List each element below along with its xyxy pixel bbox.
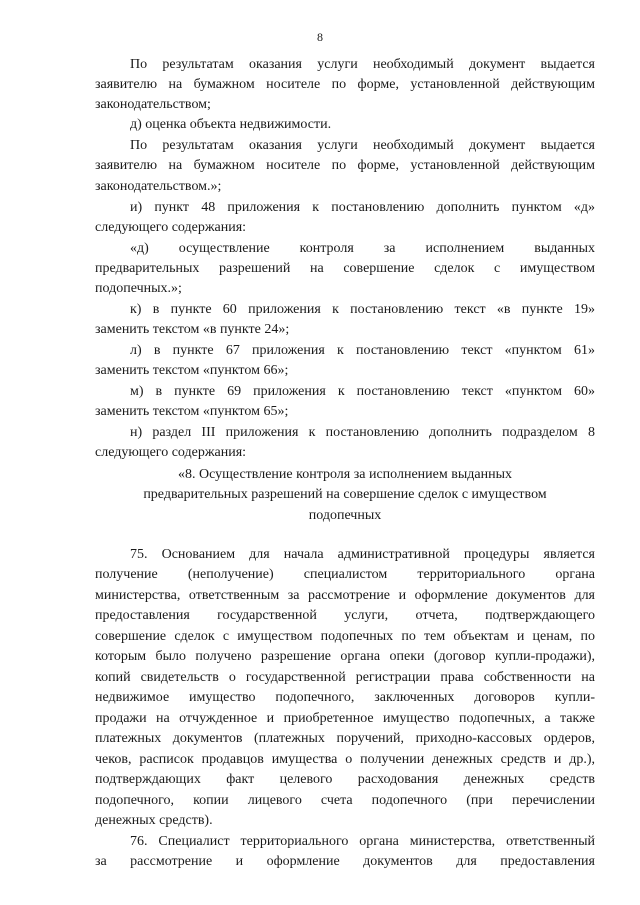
text-line: предварительных разрешений на совершение сделок с имуществом <box>95 261 595 276</box>
text-line: По результатам оказания услуги необходимый документ выдается <box>130 57 595 72</box>
text-line: л) в пункте 67 приложения к постановлению текст «пунктом 61» <box>130 343 595 358</box>
text-line: законодательством.»; <box>95 179 222 194</box>
text-line: н) раздел III приложения к постановлению дополнить подразделом 8 <box>130 425 595 440</box>
text-line: следующего содержания: <box>95 220 247 235</box>
text-line: недвижимое имущество подопечного, заключенных договоров купли- <box>95 690 595 705</box>
text-line: получение (неполучение) специалистом территориального органа <box>95 567 595 582</box>
text-line: заменить текстом «в пункте 24»; <box>95 322 290 337</box>
text-line: 76. Специалист территориального органа министерства, ответственный <box>130 834 595 849</box>
text-line: заявителю на бумажном носителе по форме, установленной действующим <box>95 158 595 173</box>
text-line: заявителю на бумажном носителе по форме, установленной действующим <box>95 77 595 92</box>
text-line: предоставления государственной услуги, отчета, подтверждающего <box>95 608 595 623</box>
section-heading-line: предварительных разрешений на совершение сделок с имуществом <box>143 487 547 502</box>
text-line: д) оценка объекта недвижимости. <box>130 117 332 132</box>
text-line: заменить текстом «пунктом 66»; <box>95 363 289 378</box>
text-line: «д) осуществление контроля за исполнением выданных <box>130 241 595 256</box>
page-number: 8 <box>317 30 323 44</box>
section-heading-line: «8. Осуществление контроля за исполнением выданных <box>177 467 512 482</box>
text-line: денежных средств). <box>95 813 213 828</box>
text-line: чеков, расписок продавцов имущества о получении денежных средств и др.), <box>95 752 595 767</box>
text-line: к) в пункте 60 приложения к постановлению текст «в пункте 19» <box>130 302 595 317</box>
text-line: за рассмотрение и оформление документов для предоставления <box>95 854 595 869</box>
text-line: платежных документов (платежных поручений, приходно-кассовых ордеров, <box>95 731 595 746</box>
text-line: и) пункт 48 приложения к постановлению дополнить пунктом «д» <box>130 200 595 215</box>
text-line: совершение сделок с имуществом подопечных по тем объектам и ценам, по <box>95 629 595 644</box>
text-line: 75. Основанием для начала административной процедуры является <box>130 547 595 562</box>
text-line: законодательством; <box>95 97 211 112</box>
text-line: копий свидетельств о государственной регистрации права собственности на <box>95 670 595 685</box>
section-heading-line: подопечных <box>308 508 382 523</box>
text-line: заменить текстом «пунктом 65»; <box>95 404 289 419</box>
text-line: подопечного, копии лицевого счета подопечного (при перечислении <box>95 793 595 808</box>
text-line: подопечных.»; <box>95 281 182 296</box>
text-line: продажи на отчужденное и приобретенное имущество подопечных, а также <box>95 711 595 726</box>
text-line: которым было получено разрешение органа опеки (договор купли-продажи), <box>95 649 595 664</box>
text-line: министерства, ответственным за рассмотрение и оформление документов для <box>95 588 595 603</box>
text-line: м) в пункте 69 приложения к постановлению текст «пунктом 60» <box>130 384 595 399</box>
text-line: подтверждающих факт целевого расходования денежных средств <box>95 772 595 787</box>
text-line: следующего содержания: <box>95 445 247 460</box>
text-line: По результатам оказания услуги необходимый документ выдается <box>130 138 595 153</box>
